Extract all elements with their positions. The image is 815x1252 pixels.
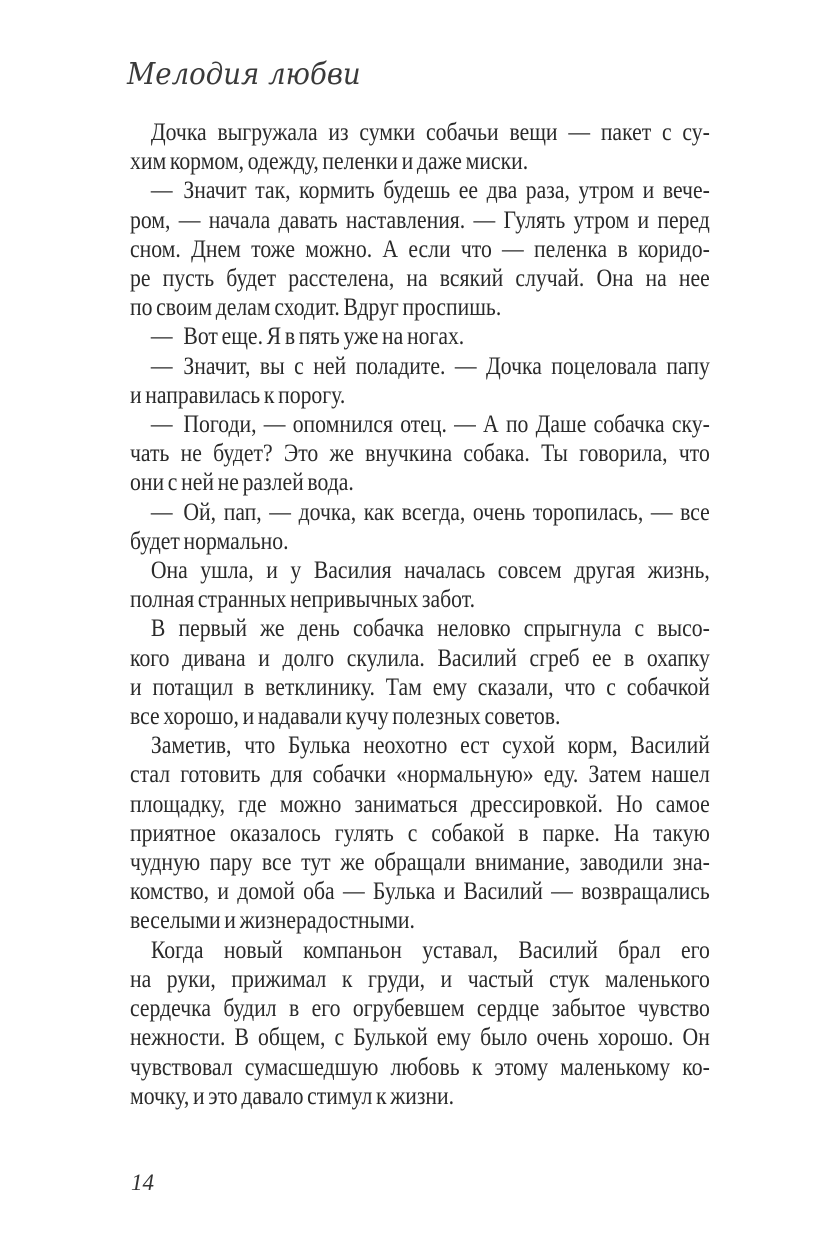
text-line: площадку, где можно заниматься дрессировкой. Но самое [130,790,710,818]
text-line: веселыми и жизнерадостными. [130,907,415,935]
text-line: комство, и домой оба — Булька и Василий — возвращались [130,878,710,906]
text-line: — Вот еще. Я в пять уже на ногах. [150,323,465,351]
text-line: чать не будет? Это же внучкина собака. Ты говорила, что [130,440,710,468]
text-line: ре пусть будет расстелена, на всякий случай. Она на нее [130,265,710,293]
text-line: приятное оказалось гулять с собакой в парке. На такую [130,819,710,847]
text-line: ром, — начала давать наставления. — Гулять утром и перед [130,206,710,234]
paragraph [130,731,710,935]
text-block [130,118,710,1111]
text-line: Она ушла, и у Василия началась совсем другая жизнь, [150,557,710,585]
paragraph [130,936,710,1111]
text-line: В первый же день собачка неловко спрыгнула с высо- [150,615,710,643]
text-line: — Значит, вы с ней поладите. — Дочка поцеловала папу [150,352,710,380]
text-line: сном. Днем тоже можно. А если что — пеленка в коридо- [130,235,710,263]
paragraph [130,176,710,322]
running-title: Мелодия любви [127,57,361,92]
text-line: все хорошо, и надавали кучу полезных советов. [130,703,561,731]
text-line: на руки, прижимал к груди, и частый стук маленького [130,965,710,993]
text-line: нежности. В общем, с Булькой ему было очень хорошо. Он [130,1024,710,1052]
text-line: сердечка будил в его огрубевшем сердце забытое чувство [130,995,710,1023]
text-line: кого дивана и долго скулила. Василий сгреб ее в охапку [130,644,710,672]
text-line: будет нормально. [130,527,289,555]
text-line: Дочка выгружала из сумки собачьи вещи — пакет с су- [150,119,710,146]
paragraph [130,498,710,556]
text-line: они с ней не разлей вода. [130,469,354,497]
paragraph [130,410,710,498]
text-line: чувствовал сумасшедшую любовь к этому маленькому ко- [130,1053,710,1081]
page-number: 14 [131,1170,154,1195]
text-line: и потащил в ветклинику. Там ему сказали, что с собачкой [130,673,710,701]
text-line: хим кормом, одежду, пеленки и даже миски. [130,148,529,176]
paragraph [130,352,710,410]
text-line: стал готовить для собачки «нормальную» еду. Затем нашел [130,761,710,789]
text-line: мочку, и это давало стимул к жизни. [130,1082,455,1110]
text-line: по своим делам сходит. Вдруг проспишь. [130,294,502,322]
paragraph [130,118,710,176]
text-line: — Ой, пап, — дочка, как всегда, очень торопилась, — все [150,498,710,526]
text-line: Когда новый компаньон уставал, Василий брал его [150,936,710,964]
paragraph [130,556,710,614]
text-line: — Значит так, кормить будешь ее два раза, утром и вече- [150,177,710,205]
text-line: и направилась к порогу. [130,381,346,409]
text-line: Заметив, что Булька неохотно ест сухой корм, Василий [150,732,710,760]
text-line: полная странных непривычных забот. [130,586,476,614]
paragraph [130,322,710,351]
text-line: чудную пару все тут же обращали внимание, заводили зна- [130,849,710,877]
paragraph [130,614,710,731]
text-line: — Погоди, — опомнился отец. — А по Даше собачка ску- [150,411,710,439]
